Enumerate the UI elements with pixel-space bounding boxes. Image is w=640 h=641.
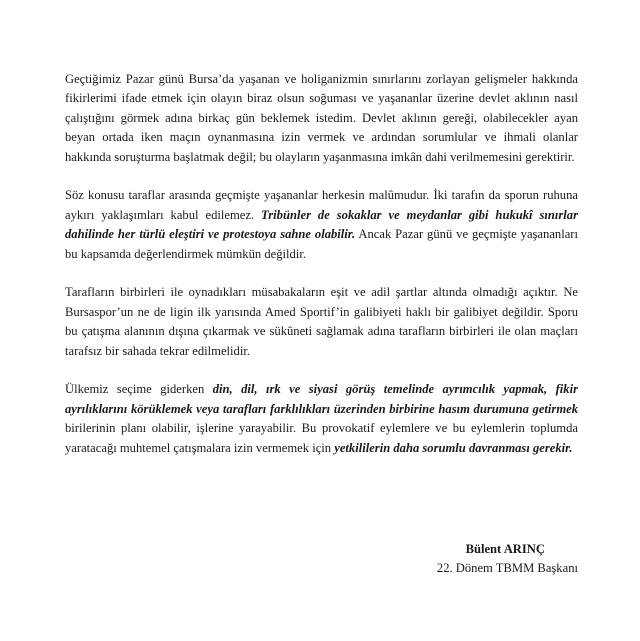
paragraph-2-emphasis: Tribünler de sokaklar ve meydanlar gibi hukukî sınırlar dahilinde her türlü eleştiri ve protestoya sahne olabilir.	[65, 207, 579, 242]
signature-name: Bülent ARINÇ	[465, 542, 545, 556]
paragraph-2-segment-3: Ancak Pazar günü ve geçmişte yaşananları bu kapsamda değerlendirmek mümkün değildir.	[65, 227, 578, 261]
paragraph-4-emphasis-1: din, dil, ırk ve siyasi görüş temelinde ayrımcılık yapmak, fikir ayrılıklarını körüklemek veya tarafları farklılıkları üzerinden birbirine hasım durumuna getirmek	[65, 382, 578, 416]
signature-block	[65, 540, 578, 579]
paragraph-1-segment-1: Geçtiğimiz Pazar günü Bursa’da yaşanan ve holiganizmin sınırlarını zorlayan gelişmeler hakkında fikirlerimi ifade etmek için olayın biraz olsun soğuması ve yaşananlar üzerine devlet aklının nasıl çalıştığını görmek adına birkaç gün beklemek istedim. Devlet aklının gereği, olabilecekler ayan beyan ortada iken maçın oynanmasına izin vermek ve ardından sorumlular ve ihmali olanlar hakkında soruşturma başlatmak değil; bu olayların yaşanmasına imkân dahi verilmemesini gerektirir.	[65, 72, 578, 164]
paragraph-3	[65, 283, 578, 361]
paragraph-3-segment-1: Tarafların birbirleri ile oynadıkları müsabakaların eşit ve adil şartlar altında olmadığı açıktır. Ne Bursaspor’un ne de ligin ilk yarısında Amed Sportif’in galibiyeti haklı bir galibiyet değildir. Sporu bu çatışma alanının dışına çıkarmak ve sükûneti sağlamak adına tarafların birbirleri ile olan maçları tarafsız bir sahada tekrar edilmelidir.	[65, 285, 578, 358]
paragraph-4-segment-1: Ülkemiz seçime giderken	[65, 382, 213, 397]
paragraph-4-emphasis-2: yetkililerin daha sorumlu davranması gerekir.	[334, 440, 573, 455]
paragraph-1	[65, 70, 578, 167]
paragraph-4-segment-3: birilerinin planı olabilir, işlerine yarayabilir. Bu provokatif eylemlere ve bu eylemlerin toplumda yaratacağı muhtemel çatışmalara izin vermemek için	[65, 421, 578, 455]
signature-title: 22. Dönem TBMM Başkanı	[436, 561, 578, 576]
document-body	[65, 70, 578, 477]
paragraph-2	[65, 186, 578, 264]
paragraph-4	[65, 380, 578, 458]
paragraph-2-segment-1: Söz konusu taraflar arasında geçmişte yaşananlar herkesin malûmudur. İki tarafın da sporun ruhuna aykırı yaklaşımları kabul edilemez.	[65, 188, 578, 222]
